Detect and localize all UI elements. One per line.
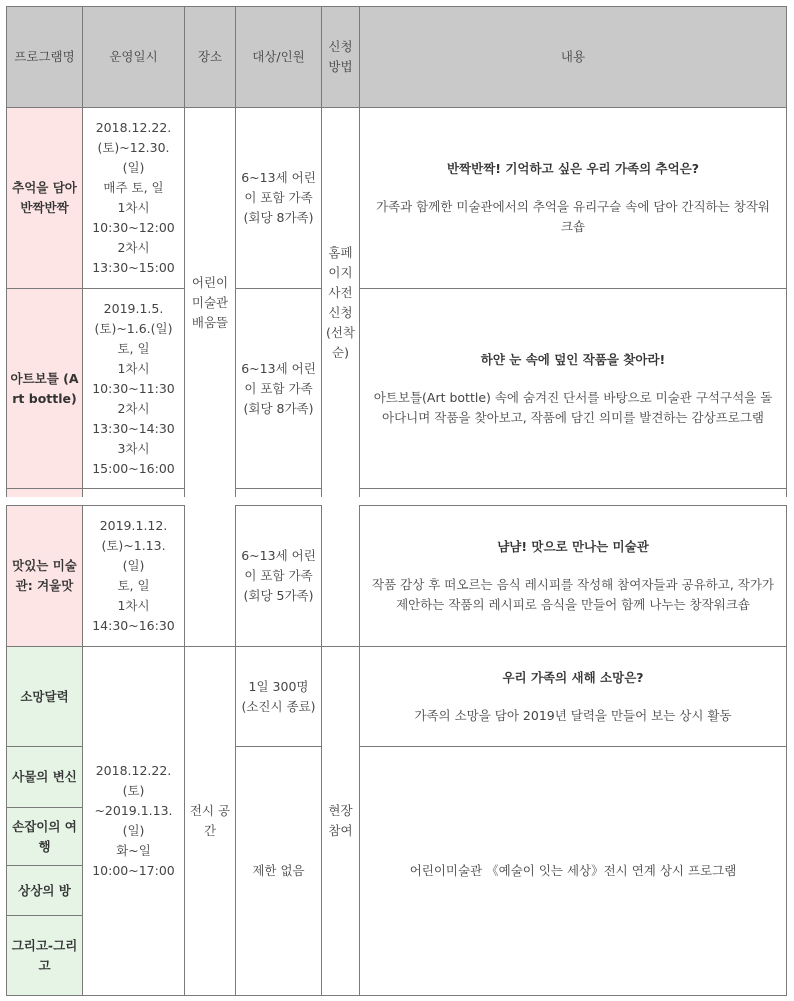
content-title: 우리 가족의 새해 소망은? <box>502 669 644 685</box>
place-cell-continued <box>185 506 236 647</box>
apply-cell-continued <box>322 506 360 647</box>
content-cell <box>360 289 787 489</box>
content-cell <box>360 647 787 747</box>
program-name: 손잡이의 여행 <box>7 808 83 866</box>
content-desc: 작품 감상 후 떠오르는 음식 레시피를 작성해 참여자들과 공유하고, 작가가 제안하는 작품의 레시피로 음식을 만들어 함께 나누는 창작워크숍 <box>372 577 774 612</box>
table-row <box>7 289 787 489</box>
content-desc: 아트보틀(Art bottle) 속에 숨겨진 단서를 바탕으로 미술관 구석구석을 돌아다니며 작품을 찾아보고, 작품에 담긴 의미를 발견하는 감상프로그램 <box>373 389 773 425</box>
content-desc: 가족과 함께한 미술관에서의 추억을 유리구슬 속에 담아 간직하는 창작워크숍 <box>375 199 771 234</box>
place-cell: 전시 공간 <box>185 647 236 996</box>
content-desc: 가족의 소망을 담아 2019년 달력을 만들어 보는 상시 활동 <box>414 707 732 723</box>
program-name: 상상의 방 <box>7 866 83 916</box>
program-name: 추억을 담아 반짝반짝 <box>7 108 83 289</box>
header-target: 대상/인원 <box>236 7 322 108</box>
header-row <box>7 7 787 108</box>
content-desc: 어린이미술관 《예술이 잇는 세상》전시 연계 상시 프로그램 <box>409 863 737 878</box>
content-title: 냠냠! 맛으로 만나는 미술관 <box>497 539 649 554</box>
header-program: 프로그램명 <box>7 7 83 108</box>
content-cell <box>360 108 787 289</box>
program-table-top <box>6 6 787 497</box>
program-name: 그리고-그리고 <box>7 916 83 996</box>
target-cell: 1일 300명 (소진시 종료) <box>236 647 322 747</box>
schedule-cell: 2019.1.5. (토)~1.6.(일) 토, 일 1차시 10:30~11:30 2차시 13:30~14:30 3차시 15:00~16:00 <box>83 289 185 489</box>
apply-cell: 현장 참여 <box>322 647 360 996</box>
header-schedule: 운영일시 <box>83 7 185 108</box>
place-cell: 어린이 미술관 배움뜰 <box>185 108 236 498</box>
target-cell: 제한 없음 <box>236 747 322 996</box>
apply-cell: 홈페이지 사전 신청 (선착순) <box>322 108 360 498</box>
content-title: 반짝반짝! 기억하고 싶은 우리 가족의 추억은? <box>446 161 700 176</box>
schedule-cell: 2019.1.12. (토)~1.13. (일) 토, 일 1차시 14:30~16:30 <box>83 506 185 647</box>
row-gap <box>7 489 787 498</box>
program-table-bottom <box>6 505 787 996</box>
header-apply: 신청방법 <box>322 7 360 108</box>
schedule-cell: 2018.12.22. (토)~12.30. (일) 매주 토, 일 1차시 10:30~12:00 2차시 13:30~15:00 <box>83 108 185 289</box>
program-name: 소망달력 <box>7 647 83 747</box>
header-place: 장소 <box>185 7 236 108</box>
content-title: 하얀 눈 속에 덮인 작품을 찾아라! <box>480 351 666 367</box>
target-cell: 6~13세 어린이 포함 가족 (회당 8가족) <box>236 108 322 289</box>
content-cell <box>360 506 787 647</box>
target-cell: 6~13세 어린이 포함 가족 (회당 5가족) <box>236 506 322 647</box>
program-name: 맛있는 미술관: 겨울맛 <box>7 506 83 647</box>
program-name: 아트보틀 (Art bottle) <box>7 289 83 489</box>
schedule-cell: 2018.12.22. (토) ~2019.1.13. (일) 화~일 10:00~17:00 <box>83 647 185 996</box>
table-row <box>7 506 787 647</box>
header-content: 내용 <box>360 7 787 108</box>
table-row <box>7 108 787 289</box>
table-row <box>7 647 787 747</box>
program-name: 사물의 변신 <box>7 747 83 808</box>
content-cell <box>360 747 787 996</box>
target-cell: 6~13세 어린이 포함 가족 (회당 8가족) <box>236 289 322 489</box>
